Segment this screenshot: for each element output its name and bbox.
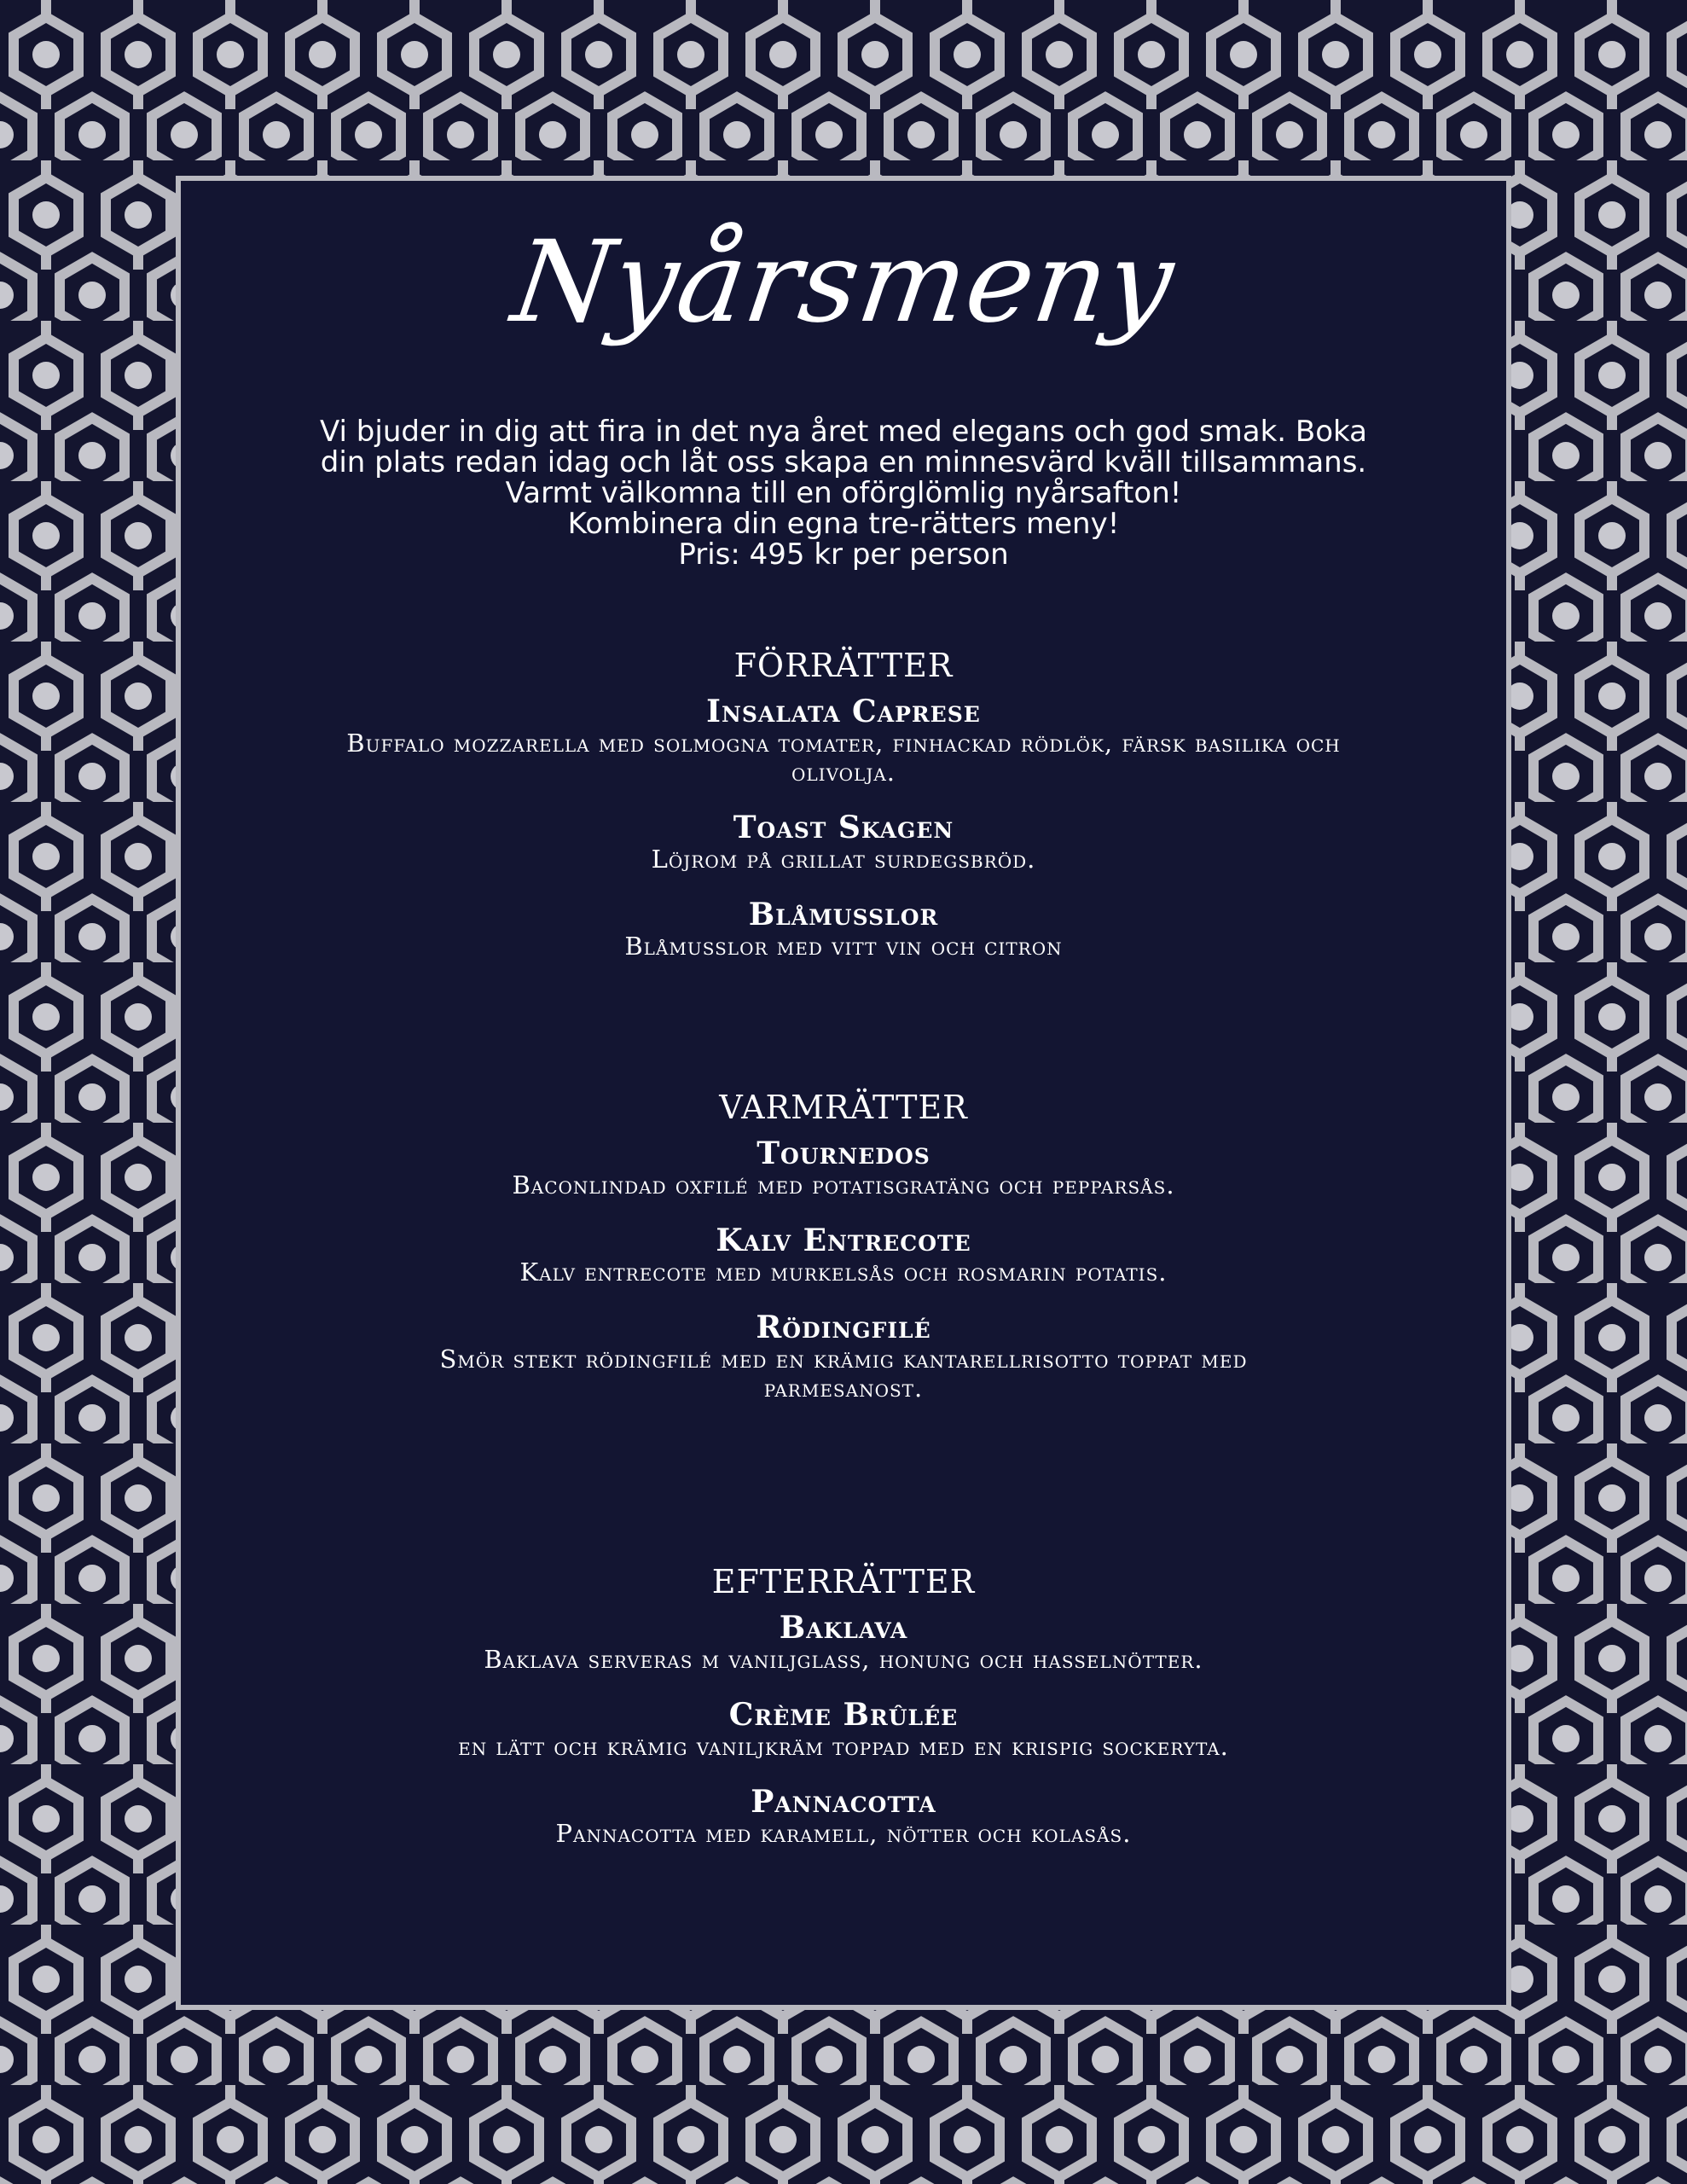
dish-description: en lätt och krämig vaniljkräm toppad med en krispig sockeryta.	[458, 1732, 1229, 1761]
dish-item	[181, 1223, 1506, 1287]
dish-name: Crème Brûlée	[728, 1697, 959, 1733]
section-forratter	[181, 645, 1506, 985]
dish-name: Blåmusslor	[748, 897, 939, 932]
dish-name: Rödingfilé	[756, 1310, 931, 1345]
section-heading: VARMRÄTTER	[719, 1089, 968, 1126]
dish-name: Toast Skagen	[733, 810, 954, 845]
dish-item	[181, 1785, 1506, 1848]
dish-description: Kalv entrecote med murkelsås och rosmarin potatis.	[519, 1258, 1168, 1287]
dish-item	[181, 810, 1506, 874]
menu-title: Nyårsmeny	[505, 217, 1182, 348]
dish-description: Baconlindad oxfilé med potatisgratäng och pepparsås.	[512, 1170, 1175, 1199]
section-efterratter	[181, 1561, 1506, 1872]
dish-description: Baklava serveras m vaniljglass, honung och hasselnötter.	[484, 1645, 1203, 1674]
dish-description: Smör stekt rödingfilé med en krämig kantarellrisotto toppat med parmesanost.	[439, 1345, 1248, 1403]
dish-name: Pannacotta	[751, 1784, 936, 1820]
dish-name: Insalata Caprese	[706, 694, 981, 729]
dish-item	[181, 1698, 1506, 1761]
dish-name: Baklava	[779, 1610, 908, 1646]
dish-item	[181, 694, 1506, 787]
dish-description: Buffalo mozzarella med solmogna tomater, finhackad rödlök, färsk basilika och olivolja.	[346, 729, 1341, 787]
section-varmratter	[181, 1087, 1506, 1426]
intro-combine: Kombinera din egna tre-rätters meny!	[567, 507, 1120, 541]
section-heading: EFTERRÄTTER	[711, 1563, 976, 1600]
dish-item	[181, 1611, 1506, 1674]
section-heading: FÖRRÄTTER	[733, 647, 954, 684]
dish-item	[181, 897, 1506, 961]
dish-description: Pannacotta med karamell, nötter och kolasås.	[555, 1819, 1132, 1848]
dish-item	[181, 1136, 1506, 1199]
dish-name: Tournedos	[757, 1136, 930, 1171]
dish-name: Kalv Entrecote	[716, 1223, 971, 1258]
menu-panel	[181, 181, 1506, 2005]
dish-item	[181, 1310, 1506, 1403]
intro-text: Vi bjuder in dig att fira in det nya året med elegans och god smak. Boka din plats redan idag och låt oss skapa en minnesvärd kväll tillsammans. Varmt välkomna till en oförglömlig nyårsafton!	[320, 415, 1367, 510]
intro-price: Pris: 495 kr per person	[678, 537, 1009, 572]
intro-block	[241, 416, 1446, 570]
dish-description: Blåmusslor med vitt vin och citron	[624, 932, 1063, 961]
dish-description: Löjrom på grillat surdegsbröd.	[651, 845, 1036, 874]
